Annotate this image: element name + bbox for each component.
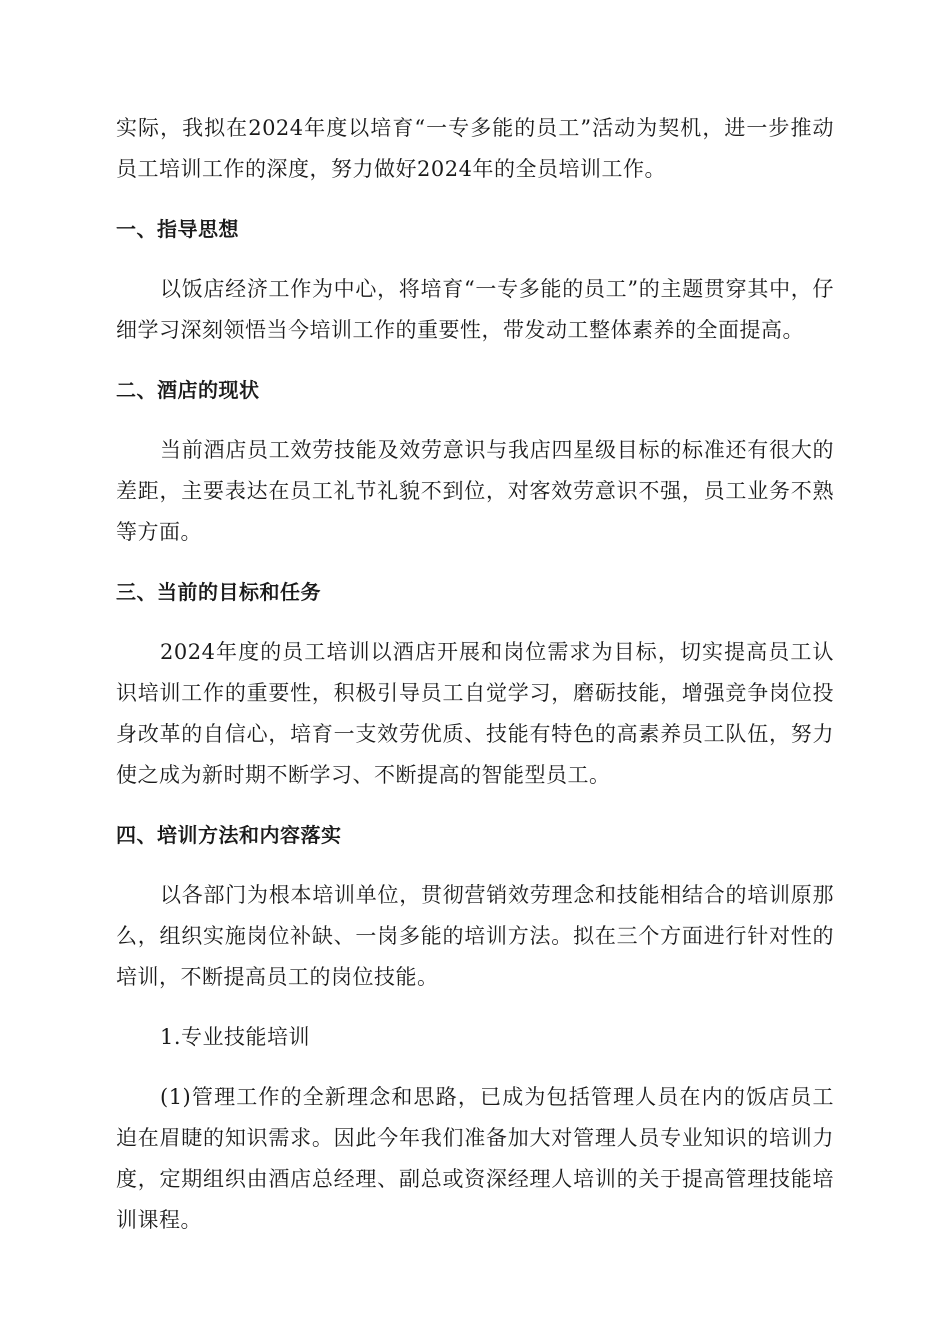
subsection-1-title: 1.专业技能培训 <box>160 1025 311 1049</box>
section-2-body: 当前酒店员工效劳技能及效劳意识与我店四星级目标的标准还有很大的差距，主要表达在员工礼节礼貌不到位，对客效劳意识不强，员工业务不熟等方面。 <box>116 438 834 544</box>
section-3-body: 2024年度的员工培训以酒店开展和岗位需求为目标，切实提高员工认识培训工作的重要性，积极引导员工自觉学习，磨砺技能，增强竞争岗位投身改革的自信心，培育一支效劳优质、技能有特色的高素养员工队伍，努力使之成为新时期不断学习、不断提高的智能型员工。 <box>116 640 834 787</box>
section-2-heading: 二、酒店的现状 <box>116 378 260 402</box>
section-3-heading: 三、当前的目标和任务 <box>116 580 321 604</box>
document-page <box>116 108 834 1260</box>
section-1-body: 以饭店经济工作为中心，将培育“一专多能的员工”的主题贯穿其中，仔细学习深刻领悟当今培训工作的重要性，带发动工整体素养的全面提高。 <box>116 277 834 342</box>
section-1-heading: 一、指导思想 <box>116 217 239 241</box>
section-4-heading: 四、培训方法和内容落实 <box>116 823 342 847</box>
subsection-1-item-1: (1)管理工作的全新理念和思路，已成为包括管理人员在内的饭店员工迫在眉睫的知识需求。因此今年我们准备加大对管理人员专业知识的培训力度，定期组织由酒店总经理、副总或资深经理人培训的关于提高管理技能培训课程。 <box>116 1085 834 1232</box>
intro-paragraph: 实际，我拟在2024年度以培育“一专多能的员工”活动为契机，进一步推动员工培训工作的深度，努力做好2024年的全员培训工作。 <box>116 116 834 181</box>
section-4-body: 以各部门为根本培训单位，贯彻营销效劳理念和技能相结合的培训原那么，组织实施岗位补缺、一岗多能的培训方法。拟在三个方面进行针对性的培训，不断提高员工的岗位技能。 <box>116 883 834 989</box>
